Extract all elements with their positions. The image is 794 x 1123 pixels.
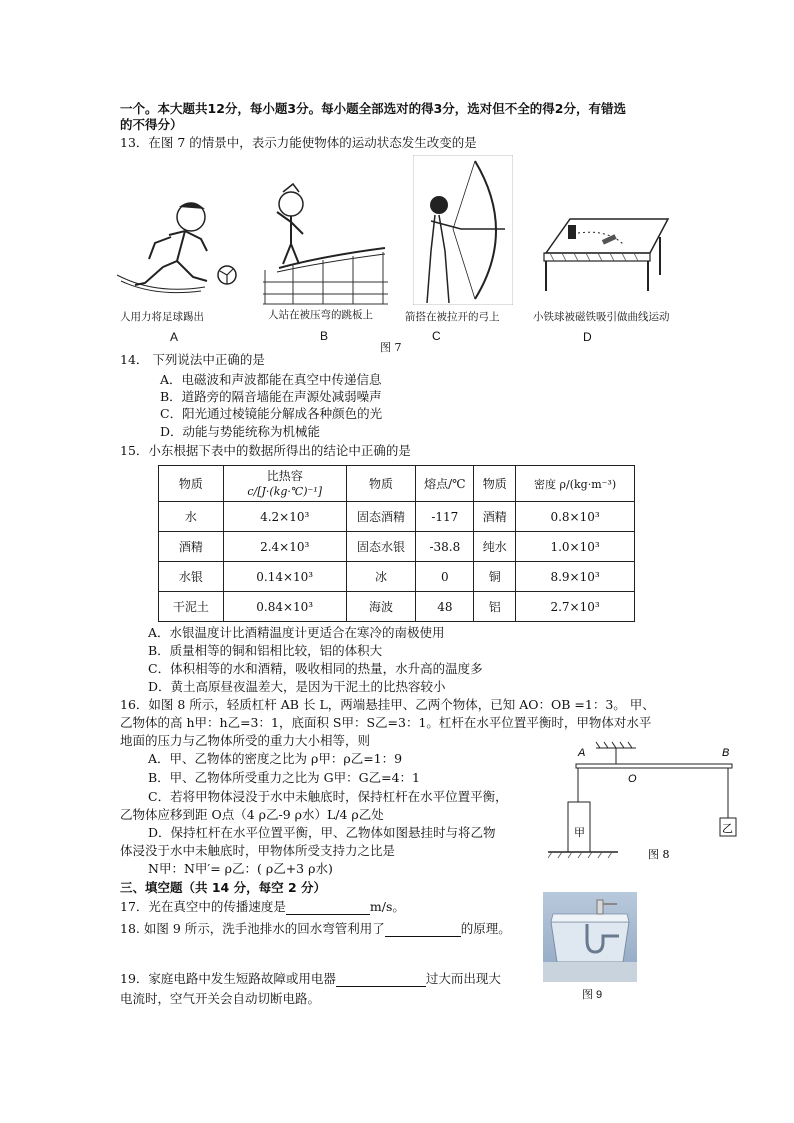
table-cell: 0 <box>416 562 474 592</box>
q17-line <box>120 898 405 915</box>
table-cell: 水 <box>159 502 224 532</box>
label-a: A <box>578 747 586 759</box>
section2-heading-line1: 一个。本大题共12分，每小题3分。每小题全部选对的得3分，选对但不全的得2分，有错选 <box>120 101 626 116</box>
q19-suffix: 过大而出现大 <box>425 971 501 986</box>
q16-line2: 乙物体的高 h甲：h乙=3：1，底面积 S甲：S乙=3：1。杠杆在水平位置平衡时，甲物体对水平 <box>120 715 652 730</box>
table-cell: -117 <box>416 502 474 532</box>
figure-b-diving-board <box>263 182 388 307</box>
header-cell: 物质 <box>159 466 224 502</box>
table-row <box>159 532 635 562</box>
q13-caption-b: 人站在被压弯的跳板上 <box>268 309 373 321</box>
header-cell: 物质 <box>474 466 516 502</box>
table-cell: 海波 <box>346 592 416 622</box>
table-row <box>159 592 635 622</box>
table-cell: 48 <box>416 592 474 622</box>
figure-a-kicking <box>115 195 245 305</box>
table-row <box>159 502 635 532</box>
table-cell: 铜 <box>474 562 516 592</box>
table-cell: 固态酒精 <box>346 502 416 532</box>
q16-option-b: B．甲、乙物体所受重力之比为 G甲：G乙=4：1 <box>148 770 421 785</box>
table-cell: 2.4×10³ <box>223 532 346 562</box>
q13-caption-c: 箭搭在被拉开的弓上 <box>405 311 500 323</box>
lever-bar <box>576 764 732 768</box>
section2-heading-line2: 的不得分） <box>120 117 183 132</box>
figure-9-sink-photo <box>543 892 637 982</box>
table-cell: 水银 <box>159 562 224 592</box>
q15-option-b: B．质量相等的铜和铝相比较，铝的体积大 <box>148 643 383 658</box>
figure-8-lever <box>548 740 748 860</box>
section3-heading: 三、填空题（共 14 分，每空 2 分） <box>120 880 327 895</box>
label-b: B <box>722 747 730 759</box>
q15-option-a: A．水银温度计比酒精温度计更适合在寒冷的南极使用 <box>148 625 445 640</box>
label-jia: 甲 <box>574 826 585 839</box>
figure-9-label: 图 9 <box>582 989 603 1001</box>
q13-caption-d: 小铁球被磁铁吸引做曲线运动 <box>533 311 670 323</box>
q14-option-a: A．电磁波和声波都能在真空中传递信息 <box>160 372 382 387</box>
q16-option-c-line2: 乙物体应移到距 O点（4 ρ乙-9 ρ水）L/4 ρ乙处 <box>120 807 384 822</box>
q13-caption-a: 人用力将足球踢出 <box>120 311 204 323</box>
table-cell: 冰 <box>346 562 416 592</box>
header-cell: 密度 ρ/(kg·m⁻³) <box>516 466 635 502</box>
q19-line1 <box>120 970 501 987</box>
figure-8-label: 图 8 <box>648 848 670 860</box>
q19-prefix: 19．家庭电路中发生短路故障或用电器 <box>120 971 336 986</box>
q18-prefix: 18. 如图 9 所示，洗手池排水的回水弯管利用了 <box>120 921 385 936</box>
q17-suffix: m/s。 <box>369 899 405 914</box>
table-cell: 1.0×10³ <box>516 532 635 562</box>
figure-c-archer <box>413 155 513 305</box>
q13-letter-a: A <box>170 330 179 344</box>
table-cell: 8.9×10³ <box>516 562 635 592</box>
q18-line <box>120 920 511 937</box>
figure-d-magnet-ball <box>538 215 670 295</box>
q15-option-c: C．体积相等的水和酒精，吸收相同的热量，水升高的温度多 <box>148 661 483 676</box>
q15-data-table <box>158 465 635 622</box>
header-specific-heat-unit: c/[J·(kg·℃)⁻¹] <box>247 484 323 498</box>
q15-stem: 15．小东根据下表中的数据所得出的结论中正确的是 <box>120 443 411 458</box>
q16-option-d-line3: N甲：N甲′= ρ乙：( ρ乙+3 ρ水) <box>148 861 333 876</box>
table-row <box>159 562 635 592</box>
table-cell: 酒精 <box>159 532 224 562</box>
table-cell: 2.7×10³ <box>516 592 635 622</box>
ground-hatch <box>548 852 612 858</box>
table-cell: 4.2×10³ <box>223 502 346 532</box>
q18-suffix: 的原理。 <box>460 921 511 936</box>
q16-option-d-line2: 体浸没于水中未触底时，甲物体所受支持力之比是 <box>120 843 396 858</box>
q13-stem: 13．在图 7 的情景中，表示力能使物体的运动状态发生改变的是 <box>120 135 477 150</box>
q13-letter-c: C <box>432 329 441 343</box>
q14-option-b: B．道路旁的隔音墙能在声源处减弱噪声 <box>160 389 382 404</box>
table-cell: 铝 <box>474 592 516 622</box>
q13-figure-label: 图 7 <box>380 341 402 354</box>
q13-letter-b: B <box>320 329 329 343</box>
table-cell: 固态水银 <box>346 532 416 562</box>
header-cell: 物质 <box>346 466 416 502</box>
header-specific-heat-title: 比热容 <box>266 468 303 483</box>
q17-prefix: 17．光在真空中的传播速度是 <box>120 899 286 914</box>
q16-option-c-line1: C．若将甲物体浸没于水中未触底时，保持杠杆在水平位置平衡， <box>148 789 508 804</box>
table-cell: 干泥土 <box>159 592 224 622</box>
table-cell: 0.84×10³ <box>223 592 346 622</box>
q17-answer-blank[interactable] <box>286 900 370 915</box>
q13-letter-d: D <box>583 330 592 344</box>
table-cell: -38.8 <box>416 532 474 562</box>
table-cell: 0.8×10³ <box>516 502 635 532</box>
q19-line2: 电流时，空气开关会自动切断电路。 <box>120 991 321 1006</box>
q14-stem: 14． 下列说法中正确的是 <box>120 352 265 367</box>
q16-option-a: A．甲、乙物体的密度之比为 ρ甲：ρ乙=1：9 <box>148 751 403 766</box>
q19-answer-blank[interactable] <box>336 972 426 987</box>
q16-option-d-line1: D．保持杠杆在水平位置平衡，甲、乙物体如图悬挂时与将乙物 <box>148 825 496 840</box>
table-cell: 0.14×10³ <box>223 562 346 592</box>
q15-option-d: D．黄土高原昼夜温差大，是因为干泥土的比热容较小 <box>148 679 446 694</box>
q18-answer-blank[interactable] <box>385 922 461 937</box>
table-cell: 纯水 <box>474 532 516 562</box>
label-yi: 乙 <box>722 822 733 835</box>
header-cell-specific-heat <box>223 466 346 502</box>
q14-option-c: C．阳光通过棱镜能分解成各种颜色的光 <box>160 406 383 421</box>
q14-option-d: D．动能与势能统称为机械能 <box>160 424 321 439</box>
table-cell: 酒精 <box>474 502 516 532</box>
ceiling-hatch <box>596 742 636 764</box>
table-header-row <box>159 466 635 502</box>
q16-line3: 地面的压力与乙物体所受的重力大小相等，则 <box>120 733 371 748</box>
header-cell: 熔点/℃ <box>416 466 474 502</box>
label-o: O <box>628 773 637 785</box>
q16-line1: 16．如图 8 所示，轻质杠杆 AB 长 L，两端悬挂甲、乙两个物体，已知 AO：OB =1：3。 甲、 <box>120 697 655 712</box>
